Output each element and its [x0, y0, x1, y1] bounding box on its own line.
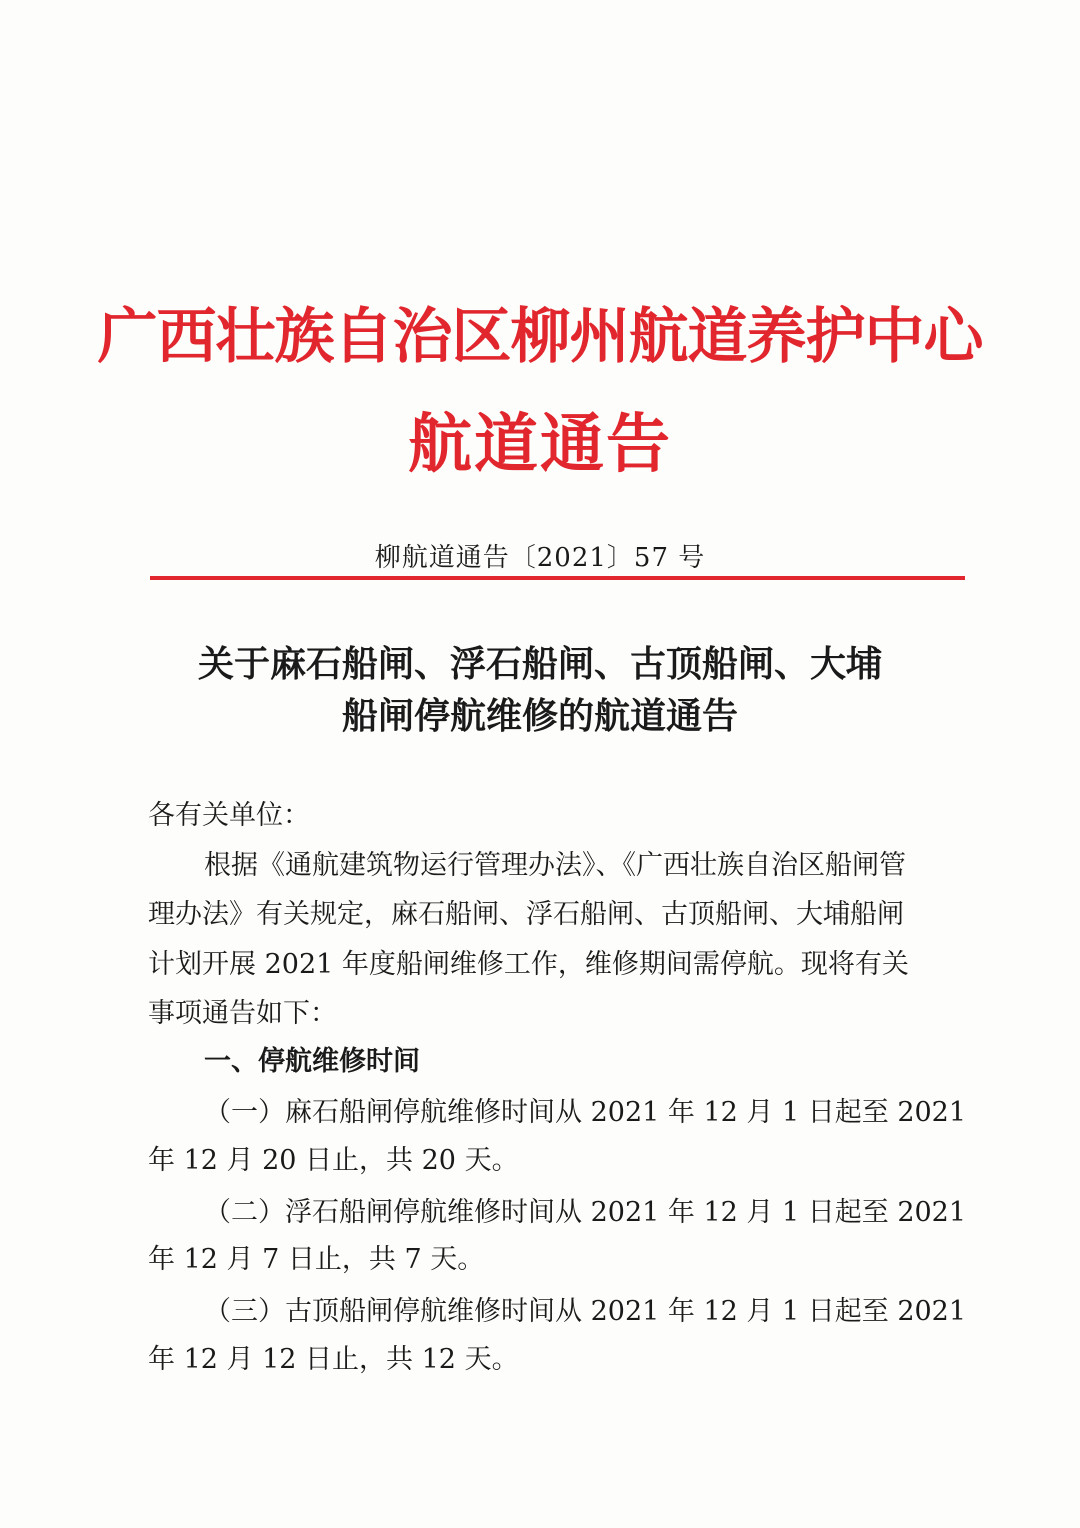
intro-line-3: 计划开展 2021 年度船闸维修工作，维修期间需停航。现将有关: [148, 949, 909, 980]
item-3-line-2: 年 12 月 12 日止，共 12 天。: [148, 1344, 519, 1375]
salutation: 各有关单位：: [148, 800, 310, 831]
red-divider-line: [150, 576, 965, 580]
intro-line-1: 根据《通航建筑物运行管理办法》、《广西壮族自治区船闸管: [204, 850, 906, 881]
document-type-heading: 航道通告: [408, 407, 672, 482]
item-3-line-1: （三）古顶船闸停航维修时间从 2021 年 12 月 1 日起至 2021: [204, 1296, 967, 1327]
document-number: 柳航道通告〔2021〕57 号: [374, 543, 706, 573]
item-2-line-2: 年 12 月 7 日止，共 7 天。: [148, 1244, 485, 1275]
notice-title-line-1: 关于麻石船闸、浮石船闸、古顶船闸、大埔: [197, 643, 882, 685]
notice-title-line-2: 船闸停航维修的航道通告: [341, 695, 738, 737]
issuing-organization: 广西壮族自治区柳州航道养护中心: [97, 302, 983, 372]
intro-line-2: 理办法》有关规定，麻石船闸、浮石船闸、古顶船闸、大埔船闸: [148, 899, 904, 930]
intro-line-4: 事项通告如下：: [148, 998, 337, 1029]
item-1-line-1: （一）麻石船闸停航维修时间从 2021 年 12 月 1 日起至 2021: [204, 1097, 967, 1128]
item-2-line-1: （二）浮石船闸停航维修时间从 2021 年 12 月 1 日起至 2021: [204, 1197, 967, 1228]
notice-title: [0, 638, 1080, 742]
section-heading-downtime: 一、停航维修时间: [204, 1046, 420, 1077]
item-1-line-2: 年 12 月 20 日止，共 20 天。: [148, 1145, 519, 1176]
